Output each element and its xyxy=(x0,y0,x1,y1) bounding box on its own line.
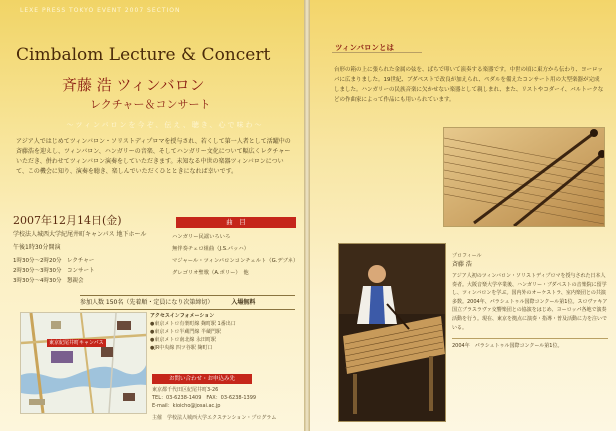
program-item: 無伴奏チェロ組曲（J.S.バッハ） xyxy=(172,246,249,252)
event-title-japanese: 斉藤 浩 ツィンバロン xyxy=(62,76,205,94)
schedule-item: 2時30分〜3時30分 コンサート xyxy=(13,268,95,274)
contact-phone: TEL：03-6238-1409 FAX：03-6238-1399 xyxy=(152,395,257,401)
access-info xyxy=(150,312,300,352)
map-graphic xyxy=(21,313,146,413)
contact-header: お問い合わせ・お申込み先 xyxy=(152,374,252,384)
section-body xyxy=(334,65,604,105)
schedule-item: 3時30分〜4時30分 懇親会 xyxy=(13,278,84,284)
program-header: 曲 目 xyxy=(176,217,296,228)
admission-info xyxy=(80,295,295,310)
access-map xyxy=(20,312,147,414)
map-campus-label: 東京紀尾井町キャンパス xyxy=(49,340,104,346)
schedule-list xyxy=(13,256,173,286)
access-line: ●東京メトロ半蔵門線 半蔵門駅 xyxy=(150,329,221,335)
intro-paragraph: アジア人ではじめてツィンバロン・ソリストディプロマを授与され、若くして第一人者として活躍中の斉藤浩を迎えし、ツィンバロン、ハンガリーの音楽、そしてハンガリー文化について幅広くレクチャーいただき、併わせてツィンバロン演奏をしていただきます。未知なる中世の楽器ツィンバロンについて、この機会に知り、演奏を聴き、楽しんでいただくひとときになれば幸いです。 xyxy=(16,138,291,175)
access-line: ●東京メトロ南北線 永田町駅 xyxy=(150,337,216,343)
program-list xyxy=(172,231,304,279)
event-start-time: 午後1時30分開演 xyxy=(13,244,61,251)
flyer-inner-page xyxy=(310,0,616,431)
cimbalom-strings-image xyxy=(444,128,604,226)
access-line: ●東京メトロ有楽町線 麹町駅 1番出口 xyxy=(150,321,236,327)
event-subtitle-japanese: レクチャー＆コンサート xyxy=(90,98,211,111)
schedule-item: 1時30分〜2時20分 レクチャー xyxy=(13,258,95,264)
program-item: マジャール・ツィンバロンコンチェルト（G.デブネ） xyxy=(172,258,299,264)
event-tagline: 〜ツィンバロンを今ぞ、伝え、聴き、心で味わ〜 xyxy=(66,121,264,129)
flyer-front-page xyxy=(0,0,304,431)
contact-email: E-mail：kioicho@josai.ac.jp xyxy=(152,403,221,409)
performer-photo xyxy=(338,243,446,422)
profile-label: プロフィール xyxy=(452,253,482,259)
header-strip: LEXE PRESS TOKYO EVENT 2007 SECTION xyxy=(20,7,181,14)
event-title-english: Cimbalom Lecture & Concert xyxy=(16,45,271,65)
profile-text: アジア人初のツィンバロン・ソリストディプロマを授与された日本人奏者。大阪音楽大学卒業後、ハンガリー・ブダペストの音楽院に留学し、ツィンバロンを学ぶ。国内外のオーケストラ、室内楽団との共演多数。2004年、パラシュトゥル国際コンクール第1位。スロヴァキア国立ブラスラヴァ交響楽団との協演をはじめ、ヨーロッパ各地で演奏活動を行う。現在、東京を拠点に演奏・指導・普及活動に力を注いでいる。 xyxy=(452,273,608,331)
contact-info xyxy=(152,386,302,410)
profile-name: 斉藤 浩 xyxy=(452,261,472,268)
section-body-text: 台形の箱の上に張られた金属の弦を、ばちで叩いて演奏する楽器です。中世の頃に東方から伝わり、ヨーロッパに広まりました。19世紀、ブダペストで改良が加えられ、ペダルを備えたコンサート用の大型楽器が完成しました。ハンガリーの民族音楽に欠かせない楽器として親しまれ、また、リストやコダーイ、バルトークなどの作曲家によって作品にも用いられています。 xyxy=(334,67,604,103)
section-heading: ツィンバロンとは xyxy=(335,43,395,52)
profile-body xyxy=(452,272,608,351)
contact-address: 東京都千代田区紀尾井町3-26 xyxy=(152,387,219,393)
organizer-note: 主催 学校法人城西大学エクステンション・プログラム xyxy=(152,415,277,421)
access-line: ●JR中央線 四ツ谷駅 麹町口 xyxy=(150,345,213,351)
profile-footer: 2004年 パラシュトゥル国際コンクール第1位。 xyxy=(452,338,608,351)
performer-image xyxy=(339,244,445,421)
admission-free-label: 入場無料 xyxy=(231,299,256,306)
event-venue: 学校法人城西大学紀尾井町キャンパス 地下ホール xyxy=(13,231,147,238)
event-date: 2007年12月14日(金) xyxy=(13,214,122,227)
instrument-photo xyxy=(443,127,605,227)
program-item: ハンガリー民謡いろいろ xyxy=(172,234,231,240)
program-item: グレゴリオ聖歌（A.ボリー） 他 xyxy=(172,270,249,276)
access-title: アクセスインフォメーション xyxy=(150,313,215,319)
admission-capacity: 参加人数 150名（先着順・定員になり次第締切） xyxy=(80,299,214,306)
